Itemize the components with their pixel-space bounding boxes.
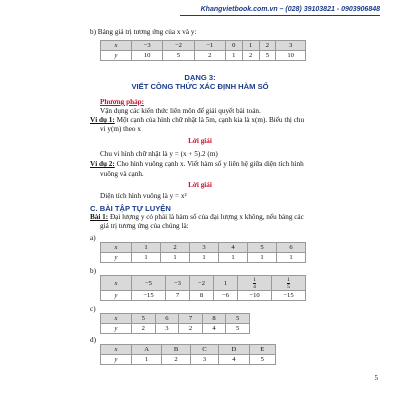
table-cell: 5: [249, 355, 275, 365]
table-cell: 3: [276, 41, 306, 51]
table-cell: 5: [163, 51, 194, 61]
table-cell: −10: [238, 291, 272, 301]
table-a-label: a): [90, 234, 96, 242]
table-cell: A: [132, 345, 162, 355]
table-cell: 1: [132, 355, 162, 365]
table-cell: 5: [248, 243, 277, 253]
table-cell: 1: [132, 253, 161, 263]
table-cell: E: [249, 345, 275, 355]
example2-text: Cho hình vuông cạnh x. Viết hàm số y liên hệ giữa diện tích hình: [114, 160, 304, 168]
table-cell: 2: [161, 243, 190, 253]
table-cell: 7: [179, 314, 203, 324]
section-c-heading: C. BÀI TẬP TỰ LUYỆN: [90, 204, 171, 213]
table-cell: D: [219, 345, 249, 355]
table-cell: 10: [276, 51, 306, 61]
section-title-dang3: DẠNG 3:: [184, 73, 216, 82]
table-cell: 1: [190, 253, 219, 263]
fraction: [253, 277, 256, 290]
table-cell: C: [190, 345, 218, 355]
table-row: [101, 345, 276, 355]
table-b-top-label: b) Bảng giá trị tương ứng của x và y:: [90, 28, 197, 36]
table-d-label: d): [90, 336, 96, 344]
fraction-denominator: 5: [287, 283, 290, 290]
table-cell: 2: [162, 355, 190, 365]
table-row: [101, 355, 276, 365]
header-rule: [180, 15, 380, 16]
table-cell: 8: [202, 314, 226, 324]
table-cell: 1: [219, 253, 248, 263]
table-cell: −5: [132, 276, 166, 291]
table-b: [100, 275, 306, 301]
table-cell: y: [101, 51, 132, 61]
table-cell: −3: [165, 276, 189, 291]
table-cell: 1: [132, 243, 161, 253]
table-cell: 4: [219, 243, 248, 253]
table-cell: 10: [132, 51, 163, 61]
table-c: [100, 313, 250, 334]
table-cell: 4: [219, 355, 249, 365]
table-cell: y: [101, 324, 132, 334]
table-cell: −15: [272, 291, 306, 301]
table-cell: 1: [242, 41, 259, 51]
table-cell: 0: [225, 41, 242, 51]
table-b-top: [100, 40, 306, 61]
table-cell: 2: [179, 324, 203, 334]
table-cell: 5: [226, 324, 250, 334]
table-c-label: c): [90, 305, 96, 313]
example1-solution: Chu vi hình chữ nhật là y = (x + 5).2 (m): [100, 150, 218, 158]
table-cell: 5: [132, 314, 156, 324]
table-row: [101, 314, 250, 324]
table-cell: 3: [190, 355, 218, 365]
table-row: [101, 291, 306, 301]
table-cell: 8: [189, 291, 213, 301]
table-cell: y: [101, 291, 132, 301]
table-cell: 2: [132, 324, 156, 334]
table-cell: 6: [277, 243, 306, 253]
example1-solution-heading: Lời giải: [188, 137, 212, 145]
table-cell: −2: [189, 276, 213, 291]
table-cell: x: [101, 243, 132, 253]
table-row: [101, 243, 306, 253]
table-cell: 2: [242, 51, 259, 61]
table-cell: −15: [132, 291, 166, 301]
example2-line1: [90, 160, 304, 169]
table-cell: 5: [226, 314, 250, 324]
table-cell: 1: [277, 253, 306, 263]
table-cell: 6: [155, 314, 179, 324]
fraction: [287, 277, 290, 290]
bai1-line2: giá trị tương ứng của chúng là:: [100, 222, 189, 230]
table-row: [101, 41, 306, 51]
bai1-line1: [90, 213, 304, 222]
fraction-numerator: 1: [287, 276, 290, 283]
header-contact: Khangvietbook.com.vn – (028) 39103821 - 0903906848: [200, 6, 380, 13]
method-text: Vận dụng các kiến thức liên môn để giải quyết bài toán.: [100, 107, 261, 115]
table-cell: x: [101, 41, 132, 51]
table-cell: [238, 276, 272, 291]
table-row: [101, 253, 306, 263]
table-cell: 7: [165, 291, 189, 301]
fraction-denominator: 4: [253, 283, 256, 290]
example2-label: Ví dụ 2:: [90, 160, 115, 168]
table-cell: y: [101, 253, 132, 263]
table-cell: [272, 276, 306, 291]
example1-line2: vi y(m) theo x: [100, 125, 141, 133]
example2-solution-heading: Lời giải: [188, 181, 212, 189]
table-cell: 3: [155, 324, 179, 334]
table-cell: 1: [248, 253, 277, 263]
table-row: [101, 324, 250, 334]
example1-label: Ví dụ 1:: [90, 116, 115, 124]
example2-line2: vuông và cạnh.: [100, 170, 144, 178]
table-cell: 2: [194, 51, 225, 61]
page-number: 5: [374, 374, 378, 382]
table-cell: 3: [190, 243, 219, 253]
table-row: [101, 51, 306, 61]
bai1-text: Đại lượng y có phải là hàm số của đại lượng x không, nếu bảng các: [108, 213, 304, 221]
table-cell: 1: [225, 51, 242, 61]
table-cell: 1: [214, 276, 238, 291]
bai1-label: Bài 1:: [90, 213, 109, 221]
table-d: [100, 344, 276, 365]
table-cell: 4: [202, 324, 226, 334]
table-a: [100, 242, 306, 263]
table-cell: 2: [259, 41, 276, 51]
example1-line1: [90, 116, 304, 125]
example2-solution: Diện tích hình vuông là y = x²: [100, 192, 187, 200]
fraction-numerator: 1: [253, 276, 256, 283]
table-cell: 1: [161, 253, 190, 263]
table-cell: −2: [163, 41, 194, 51]
table-cell: 5: [259, 51, 276, 61]
method-heading: Phương pháp:: [100, 98, 145, 106]
table-cell: y: [101, 355, 132, 365]
table-b-label: b): [90, 267, 96, 275]
table-cell: x: [101, 345, 132, 355]
table-cell: x: [101, 314, 132, 324]
table-cell: B: [162, 345, 190, 355]
table-cell: x: [101, 276, 132, 291]
table-cell: −6: [214, 291, 238, 301]
table-cell: −3: [132, 41, 163, 51]
example1-text: Một cạnh của hình chữ nhật là 5m, cạnh kia là x(m). Biểu thị chu: [114, 116, 305, 124]
table-row: [101, 276, 306, 291]
table-cell: −1: [194, 41, 225, 51]
section-subtitle-dang3: VIẾT CÔNG THỨC XÁC ĐỊNH HÀM SỐ: [131, 82, 269, 91]
